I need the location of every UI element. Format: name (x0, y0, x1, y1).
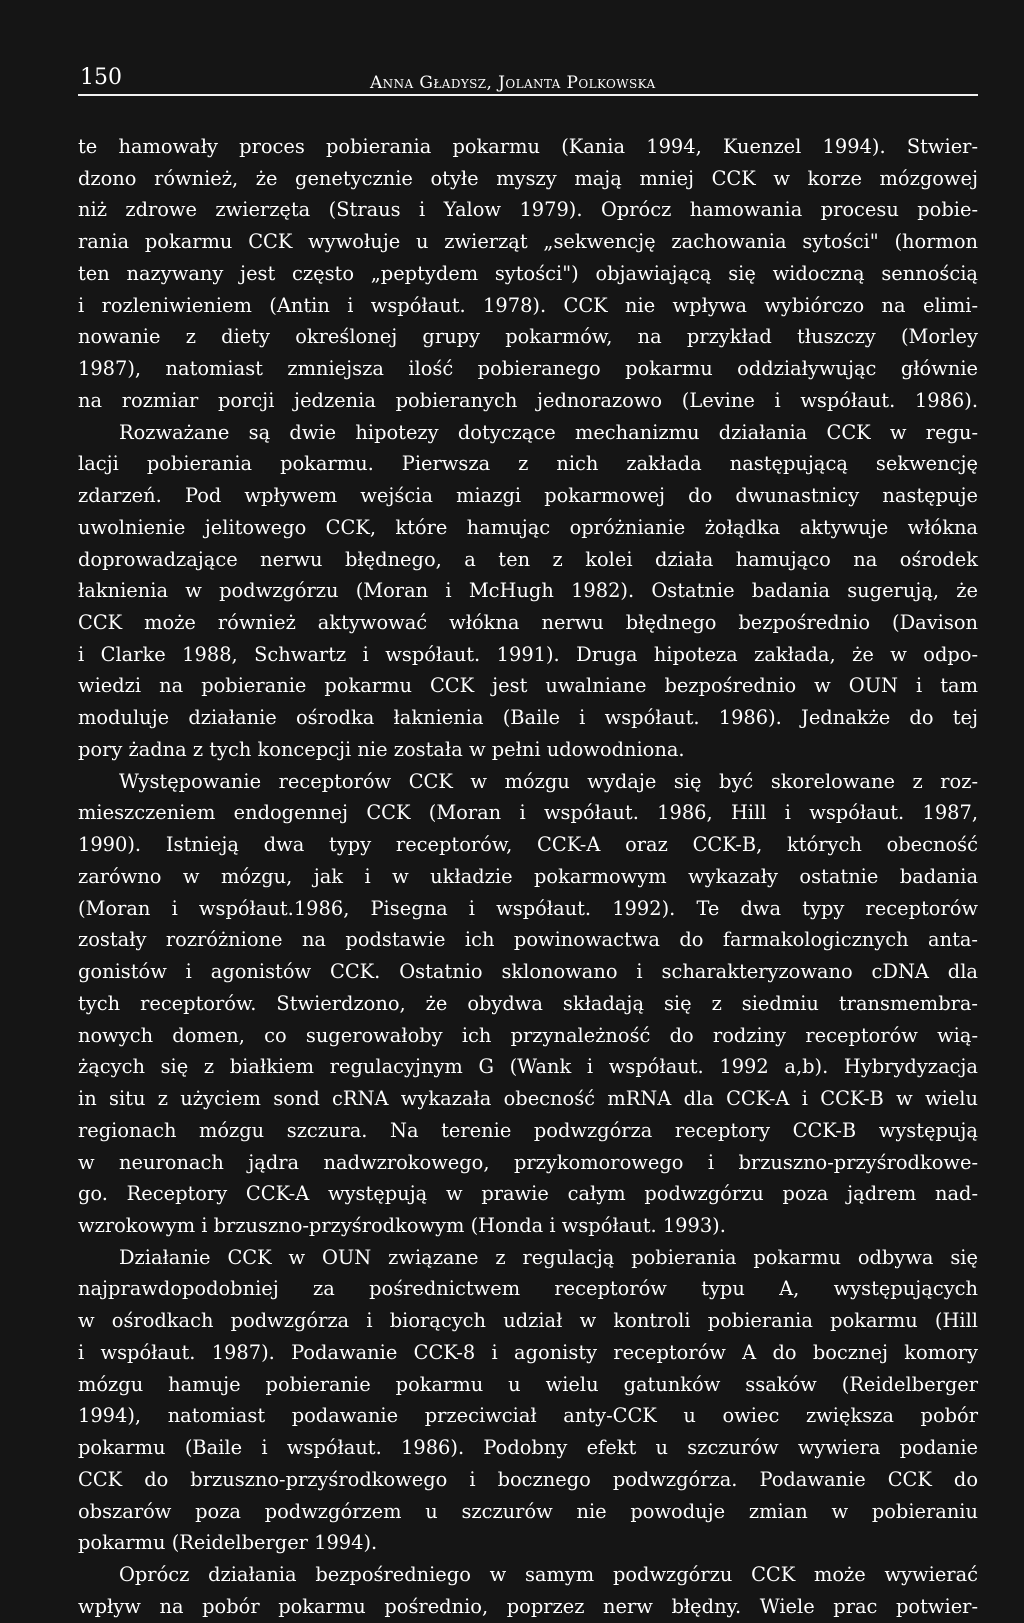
body-text (78, 131, 978, 1623)
text-line: lacji pobierania pokarmu. Pierwsza z nich zakłada następującą sekwencję (78, 452, 978, 476)
text-line: rania pokarmu CCK wywołuje u zwierząt „sekwencję zachowania sytości" (hormon (78, 230, 978, 254)
text-line: żących się z białkiem regulacyjnym G (Wank i współaut. 1992 a,b). Hybrydyzacja (78, 1055, 978, 1079)
text-line: in situ z użyciem sond cRNA wykazała obecność mRNA dla CCK-A i CCK-B w wielu (78, 1087, 978, 1111)
text-line: nowanie z diety określonej grupy pokarmów, na przykład tłuszczy (Morley (78, 325, 978, 349)
text-line: i rozleniwieniem (Antin i współaut. 1978). CCK nie wpływa wybiórczo na elimi- (78, 293, 978, 317)
document-page (78, 62, 978, 1623)
running-header-authors: Anna Gładysz, Jolanta Polkowska (370, 73, 656, 93)
text-line: uwolnienie jelitowego CCK, które hamując opróżnianie żołądka aktywuje włókna (78, 515, 978, 539)
text-line: zarówno w mózgu, jak i w układzie pokarmowym wykazały ostatnie badania (78, 864, 978, 888)
text-line: doprowadzające nerwu błędnego, a ten z kolei działa hamująco na ośrodek (78, 547, 978, 571)
text-line: gonistów i agonistów CCK. Ostatnio sklonowano i scharakteryzowano cDNA dla (78, 960, 978, 984)
text-line: pokarmu (Reidelberger 1994). (78, 1531, 378, 1555)
text-line: Rozważane są dwie hipotezy dotyczące mechanizmu działania CCK w regu- (119, 420, 978, 444)
text-line: wzrokowym i brzuszno-przyśrodkowym (Honda i współaut. 1993). (78, 1213, 726, 1237)
text-line: 1987), natomiast zmniejsza ilość pobieranego pokarmu oddziaływując głównie (78, 357, 978, 381)
text-line: nowych domen, co sugerowałoby ich przynależność do rodziny receptorów wią- (78, 1023, 978, 1047)
text-line: w neuronach jądra nadwzrokowego, przykomorowego i brzuszno-przyśrodkowe- (78, 1150, 978, 1174)
text-line: wiedzi na pobieranie pokarmu CCK jest uwalniane bezpośrednio w OUN i tam (78, 674, 978, 698)
text-line: najprawdopodobniej za pośrednictwem receptorów typu A, występujących (78, 1277, 978, 1301)
text-line: go. Receptory CCK-A występują w prawie całym podwzgórzu poza jądrem nad- (78, 1182, 978, 1206)
text-line: CCK może również aktywować włókna nerwu błędnego bezpośrednio (Davison (78, 611, 978, 635)
text-line: dzono również, że genetycznie otyłe myszy mają mniej CCK w korze mózgowej (78, 166, 978, 190)
text-line: Występowanie receptorów CCK w mózgu wydaje się być skorelowane z roz- (119, 769, 978, 793)
text-line: zostały rozróżnione na podstawie ich powinowactwa do farmakologicznych anta- (78, 928, 978, 952)
text-line: zdarzeń. Pod wpływem wejścia miazgi pokarmowej do dwunastnicy następuje (78, 484, 978, 508)
page-number: 150 (80, 65, 122, 90)
text-line: pory żadna z tych koncepcji nie została w pełni udowodniona. (78, 737, 685, 761)
text-line: na rozmiar porcji jedzenia pobieranych jednorazowo (Levine i współaut. 1986). (78, 388, 978, 412)
text-line: 1994), natomiast podawanie przeciwciał anty-CCK u owiec zwiększa pobór (78, 1404, 978, 1428)
text-line: i współaut. 1987). Podawanie CCK-8 i agonisty receptorów A do bocznej komory (78, 1340, 978, 1364)
text-line: CCK do brzuszno-przyśrodkowego i bocznego podwzgórza. Podawanie CCK do (78, 1467, 978, 1491)
text-line: mieszczeniem endogennej CCK (Moran i współaut. 1986, Hill i współaut. 1987, (78, 801, 978, 825)
running-header (78, 62, 978, 96)
text-line: pokarmu (Baile i współaut. 1986). Podobny efekt u szczurów wywiera podanie (78, 1436, 978, 1460)
text-line: łaknienia w podwzgórzu (Moran i McHugh 1982). Ostatnie badania sugerują, że (78, 579, 978, 603)
text-line: (Moran i współaut.1986, Pisegna i współaut. 1992). Te dwa typy receptorów (78, 896, 978, 920)
text-line: i Clarke 1988, Schwartz i współaut. 1991). Druga hipoteza zakłada, że w odpo- (78, 642, 978, 666)
text-line: niż zdrowe zwierzęta (Straus i Yalow 1979). Oprócz hamowania procesu pobie- (78, 198, 978, 222)
text-line: w ośrodkach podwzgórza i biorących udział w kontroli pobierania pokarmu (Hill (78, 1309, 978, 1333)
text-line: wpływ na pobór pokarmu pośrednio, poprzez nerw błędny. Wiele prac potwier- (78, 1594, 978, 1618)
text-line: tych receptorów. Stwierdzono, że obydwa składają się z siedmiu transmembra- (78, 991, 978, 1015)
text-line: obszarów poza podwzgórzem u szczurów nie powoduje zmian w pobieraniu (78, 1499, 978, 1523)
text-line: mózgu hamuje pobieranie pokarmu u wielu gatunków ssaków (Reidelberger (78, 1372, 978, 1396)
text-line: te hamowały proces pobierania pokarmu (Kania 1994, Kuenzel 1994). Stwier- (78, 135, 978, 158)
text-line: Oprócz działania bezpośredniego w samym podwzgórzu CCK może wywierać (119, 1563, 978, 1587)
text-line: 1990). Istnieją dwa typy receptorów, CCK-A oraz CCK-B, których obecność (78, 833, 978, 857)
text-line: regionach mózgu szczura. Na terenie podwzgórza receptory CCK-B występują (78, 1118, 978, 1142)
text-line: moduluje działanie ośrodka łaknienia (Baile i współaut. 1986). Jednakże do tej (78, 706, 978, 730)
text-line: ten nazywany jest często „peptydem sytości") objawiającą się widoczną sennością (78, 261, 978, 285)
text-line: Działanie CCK w OUN związane z regulacją pobierania pokarmu odbywa się (119, 1245, 978, 1269)
